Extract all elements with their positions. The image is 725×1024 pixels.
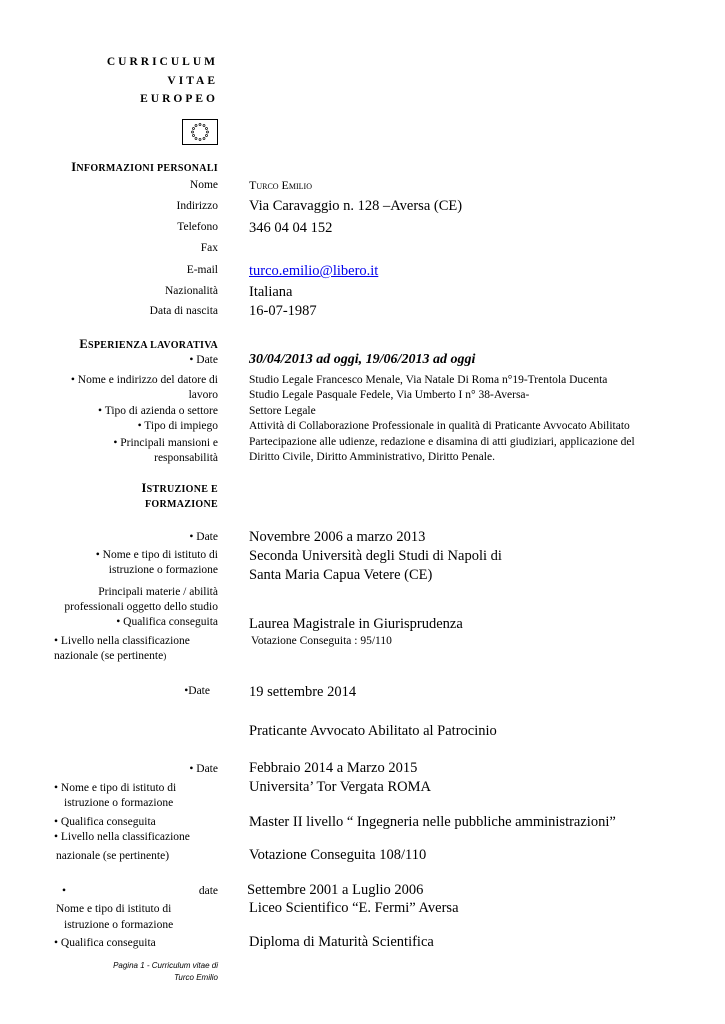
label-nome: Nome	[189, 179, 218, 191]
value-tipo-azienda: Settore Legale	[249, 405, 316, 417]
value-edu1-istituto-1: Seconda Università degli Studi di Napoli di	[249, 548, 502, 564]
value-telefono: 346 04 04 152	[249, 220, 333, 236]
value-nazionalita: Italiana	[249, 284, 293, 300]
section-title-education-1: ISTRUZIONE E	[141, 481, 218, 495]
value-edu3-istituto: Universita’ Tor Vergata ROMA	[249, 779, 431, 795]
label-edu3-livello-2: nazionale (se pertinente)	[56, 850, 170, 862]
footer-line1: Pagina 1 - Curriculum vitae di	[113, 961, 218, 970]
label-edu1-istituto-2: istruzione o formazione	[108, 564, 218, 576]
label-edu4-date: date	[198, 885, 218, 897]
value-datore-2: Studio Legale Pasquale Fedele, Via Umberto I n° 38-Aversa-	[249, 389, 530, 401]
section-title-work: ESPERIENZA LAVORATIVA	[79, 337, 218, 351]
label-work-date: • Date	[189, 354, 218, 366]
label-datore-2: lavoro	[188, 389, 218, 401]
cv-title-line1: CURRICULUM	[106, 56, 218, 68]
value-edu4-qualifica: Diploma di Maturità Scientifica	[249, 934, 434, 950]
label-indirizzo: Indirizzo	[176, 200, 218, 212]
value-edu3-qualifica: Master II livello “ Ingegneria nelle pubbliche amministrazioni”	[249, 814, 616, 830]
label-telefono: Telefono	[177, 221, 218, 233]
value-edu1-qualifica: Laurea Magistrale in Giurisprudenza	[249, 616, 463, 632]
cv-title-line3: EUROPEO	[140, 93, 218, 105]
label-edu3-livello-1: • Livello nella classificazione	[54, 831, 190, 843]
label-mansioni-2: responsabilità	[154, 452, 218, 464]
label-edu3-istituto-2: istruzione o formazione	[64, 797, 174, 809]
eu-flag-icon	[182, 119, 218, 145]
value-data-nascita: 16-07-1987	[249, 303, 317, 319]
label-data-nascita: Data di nascita	[149, 305, 218, 317]
value-tipo-impiego: Attività di Collaborazione Professionale in qualità di Praticante Avvocato Abilitato	[249, 420, 630, 432]
label-edu3-istituto-1: • Nome e tipo di istituto di	[54, 782, 177, 794]
value-work-date: 30/04/2013 ad oggi, 19/06/2013 ad oggi	[249, 352, 476, 367]
value-edu3-votazione: Votazione Conseguita 108/110	[249, 847, 427, 863]
value-edu4-date: Settembre 2001 a Luglio 2006	[247, 882, 424, 898]
label-edu1-livello-2: nazionale (se pertinente)	[54, 650, 167, 662]
section-title-personal: INFORMAZIONI PERSONALI	[71, 160, 218, 174]
value-indirizzo: Via Caravaggio n. 128 –Aversa (CE)	[249, 198, 463, 214]
label-edu1-materie-1: Principali materie / abilità	[98, 586, 218, 598]
value-edu2-title: Praticante Avvocato Abilitato al Patrocinio	[249, 723, 497, 739]
cv-title-line2: VITAE	[167, 75, 218, 87]
label-nazionalita: Nazionalità	[164, 285, 218, 297]
label-edu4-qualifica: • Qualifica conseguita	[54, 937, 156, 949]
label-email: E-mail	[186, 264, 218, 276]
label-edu1-livello-1: • Livello nella classificazione	[54, 635, 190, 647]
label-edu4-bullet: •	[62, 885, 67, 897]
value-edu1-istituto-2: Santa Maria Capua Vetere (CE)	[249, 567, 433, 583]
label-edu1-date: • Date	[189, 531, 218, 543]
label-tipo-impiego: • Tipo di impiego	[137, 420, 218, 432]
label-edu4-istituto-1: Nome e tipo di istituto di	[56, 903, 172, 915]
section-title-education-2: FORMAZIONE	[145, 499, 218, 510]
value-edu1-date: Novembre 2006 a marzo 2013	[249, 529, 426, 545]
value-datore-1: Studio Legale Francesco Menale, Via Natale Di Roma n°19-Trentola Ducenta	[249, 374, 608, 386]
value-nome: Turco Emilio	[249, 178, 312, 192]
label-edu3-date: • Date	[189, 763, 218, 775]
value-edu2-date: 19 settembre 2014	[249, 684, 357, 700]
footer-line2: Turco Emilio	[174, 973, 218, 982]
label-datore-1: • Nome e indirizzo del datore di	[70, 374, 218, 386]
label-edu4-istituto-2: istruzione o formazione	[64, 919, 174, 931]
label-fax: Fax	[200, 242, 218, 254]
value-edu1-votazione: Votazione Conseguita : 95/110	[251, 635, 392, 647]
email-link[interactable]: turco.emilio@libero.it	[249, 263, 379, 279]
label-edu2-date: •Date	[184, 685, 210, 697]
label-edu1-qualifica: • Qualifica conseguita	[116, 616, 218, 628]
value-mansioni-2: Diritto Civile, Diritto Amministrativo, Diritto Penale.	[249, 451, 495, 463]
label-tipo-azienda: • Tipo di azienda o settore	[98, 405, 218, 417]
label-edu1-materie-2: professionali oggetto dello studio	[64, 601, 218, 613]
label-edu3-qualifica: • Qualifica conseguita	[54, 816, 156, 828]
label-edu1-istituto-1: • Nome e tipo di istituto di	[95, 549, 218, 561]
value-mansioni-1: Partecipazione alle udienze, redazione e disamina di atti giudiziari, applicazione del	[249, 436, 635, 448]
value-edu4-istituto: Liceo Scientifico “E. Fermi” Aversa	[249, 900, 459, 916]
label-mansioni-1: • Principali mansioni e	[113, 437, 218, 449]
value-edu3-date: Febbraio 2014 a Marzo 2015	[249, 760, 418, 776]
